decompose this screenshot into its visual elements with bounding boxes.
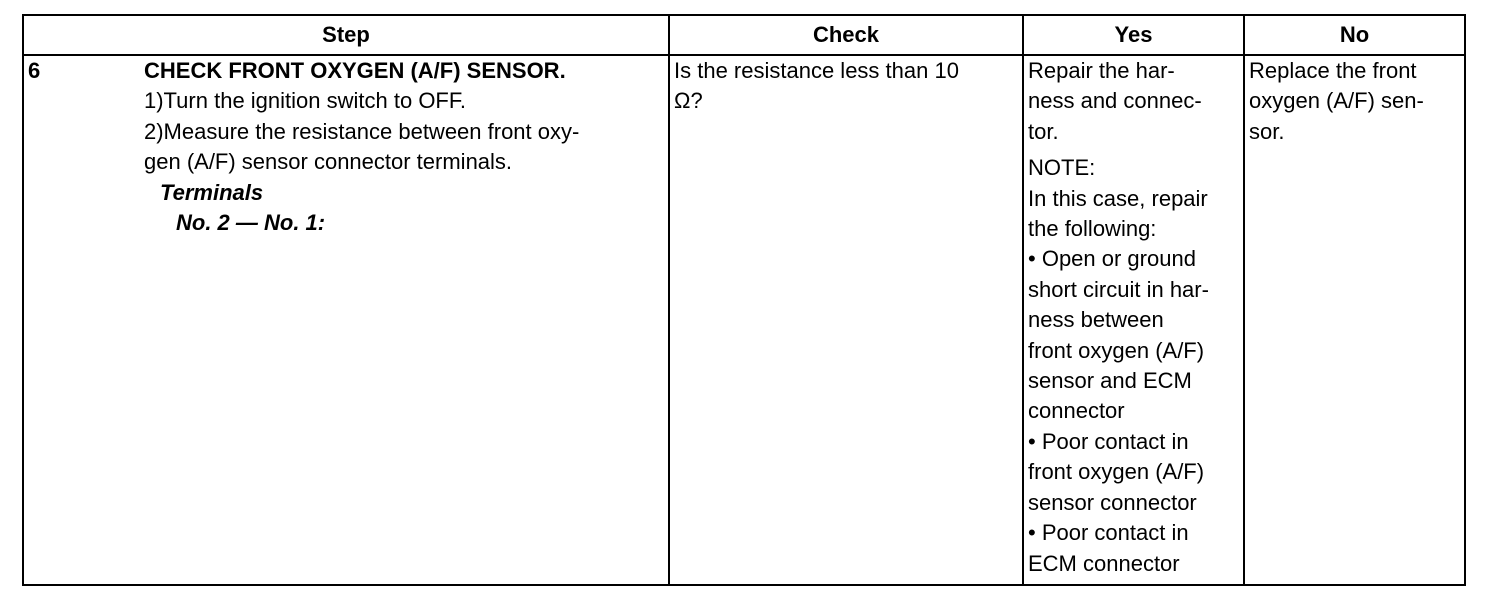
- table-row: [23, 55, 1465, 585]
- no-text-line: sor.: [1249, 118, 1285, 144]
- bullet-item-line: ness between: [1028, 307, 1164, 333]
- yes-text-line: ness and connec-: [1028, 88, 1202, 114]
- header-row: [23, 15, 1465, 55]
- header-yes: Yes: [1023, 15, 1244, 55]
- header-no: No: [1244, 15, 1465, 55]
- bullet-item-line: • Poor contact in: [1028, 518, 1239, 548]
- bullet-item-line: • Poor contact in: [1028, 427, 1239, 457]
- bullet-item-line: front oxygen (A/F): [1028, 337, 1205, 363]
- bullet-item-line: sensor and ECM: [1028, 368, 1192, 394]
- check-text-line: Ω?: [674, 88, 703, 114]
- yes-text-line: Repair the har-: [1028, 58, 1175, 83]
- header-step: Step: [23, 15, 669, 55]
- step-number: 6: [28, 58, 41, 83]
- step-cell: [23, 55, 669, 585]
- diagnostic-table: [22, 14, 1466, 586]
- check-cell: [669, 55, 1023, 585]
- check-text-line: Is the resistance less than 10: [674, 58, 959, 83]
- step-instruction-line: 1)Turn the ignition switch to OFF.: [144, 88, 466, 114]
- step-instruction-line: 2)Measure the resistance between front oxy-: [144, 118, 580, 144]
- step-instruction-line: gen (A/F) sensor connector terminals.: [144, 149, 513, 175]
- step-title: CHECK FRONT OXYGEN (A/F) SENSOR.: [144, 58, 566, 83]
- no-cell: [1244, 55, 1465, 585]
- bullet-item-line: sensor connector: [1028, 489, 1197, 515]
- bullet-item-line: connector: [1028, 398, 1125, 424]
- yes-cell: [1023, 55, 1244, 585]
- terminals-label: Terminals: [160, 179, 264, 205]
- header-check: Check: [669, 15, 1023, 55]
- note-text-line: the following:: [1028, 216, 1157, 242]
- bullet-item-line: short circuit in har-: [1028, 276, 1209, 302]
- no-text-line: oxygen (A/F) sen-: [1249, 88, 1424, 114]
- no-text-line: Replace the front: [1249, 58, 1417, 83]
- bullet-item-line: ECM connector: [1028, 550, 1180, 576]
- bullet-item-line: • Open or ground: [1028, 244, 1239, 274]
- note-label: NOTE:: [1028, 155, 1096, 181]
- yes-text-line: tor.: [1028, 118, 1059, 144]
- bullet-item-line: front oxygen (A/F): [1028, 459, 1205, 485]
- terminals-value: No. 2 — No. 1:: [176, 210, 326, 236]
- note-text-line: In this case, repair: [1028, 185, 1208, 211]
